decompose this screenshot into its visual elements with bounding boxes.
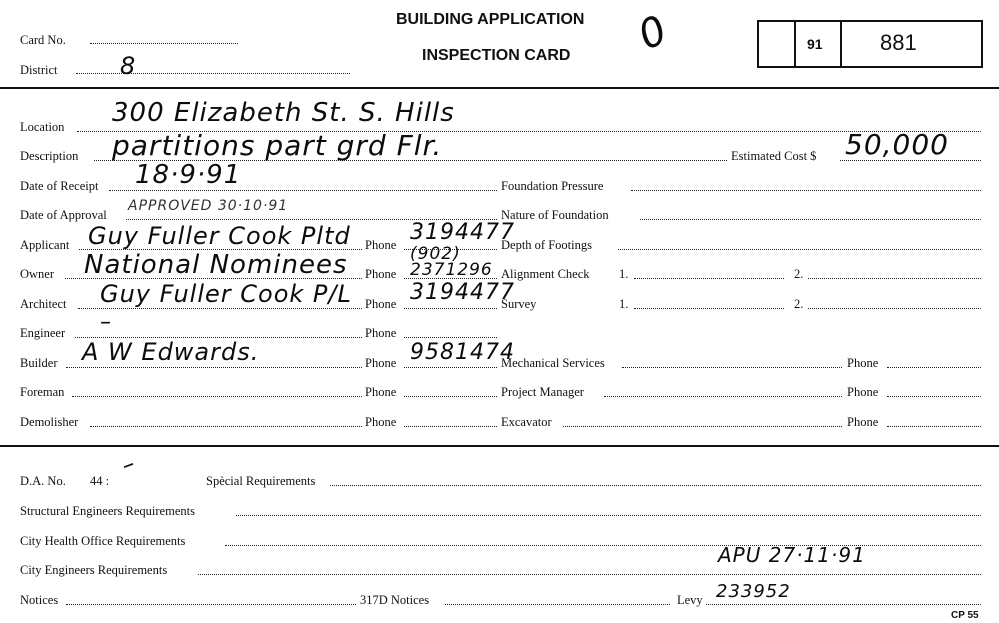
notices-label: Notices [20,593,59,607]
district-label: District [20,63,58,77]
city-engineers-requirements-value: APU 27·11·91 [718,543,866,567]
circled-stamp-mark: 0 [631,6,675,60]
card-no-label: Card No. [20,33,66,47]
survey-field-2 [808,308,981,309]
foundation-pressure-label: Foundation Pressure [501,179,604,193]
da-no-label: D.A. No. [20,474,66,488]
owner-value: National Nominees [84,250,348,280]
architect-phone-value: 3194477 [410,280,515,305]
description-value: partitions part grd Flr. [112,129,443,162]
estimated-cost-label: Estimated Cost $ [731,149,817,163]
header-divider [0,87,999,89]
project-manager-label: Project Manager [501,385,584,399]
owner-phone-label: Phone [365,267,397,281]
date-of-approval-value: APPROVED 30·10·91 [128,198,289,214]
date-of-receipt-value: 18·9·91 [135,160,242,190]
health-requirements-field [225,545,981,546]
builder-field [66,367,362,368]
mechanical-services-phone-label: Phone [847,356,879,370]
notices-field [66,604,356,605]
builder-label: Builder [20,356,58,370]
date-of-receipt-field [109,190,497,191]
structural-requirements-field [236,515,981,516]
project-manager-phone-field [887,396,981,397]
nature-of-foundation-label: Nature of Foundation [501,208,609,222]
form-code: CP 55 [951,610,979,621]
structural-requirements-label: Structural Engineers Requirements [20,504,195,518]
engineer-label: Engineer [20,326,66,340]
survey-label: Survey [501,297,537,311]
engineer-value: – [100,310,112,335]
mechanical-services-phone-field [887,367,981,368]
applicant-value: Guy Fuller Cook Pltd [88,222,351,250]
alignment-check-item-1: 1. [619,267,629,281]
excavator-field [563,426,842,427]
date-of-receipt-label: Date of Receipt [20,179,99,193]
foundation-pressure-field [631,190,981,191]
card-number-prefix: 91 [807,36,823,52]
builder-phone-value: 9581474 [410,340,515,365]
architect-phone-field [404,308,497,309]
da-no-mark: – [117,448,140,480]
health-requirements-label: City Health Office Requirements [20,534,186,548]
alignment-check-field-2 [808,278,981,279]
survey-item-1: 1. [619,297,629,311]
notices-317d-label: 317D Notices [360,593,430,607]
da-no-value: 44 : [90,474,110,488]
foreman-phone-label: Phone [365,385,397,399]
form-title-line2: INSPECTION CARD [422,47,571,64]
mechanical-services-label: Mechanical Services [501,356,605,370]
demolisher-label: Demolisher [20,415,79,429]
nature-of-foundation-field [640,219,981,220]
date-of-approval-label: Date of Approval [20,208,107,222]
mechanical-services-field [622,367,842,368]
excavator-label: Excavator [501,415,552,429]
location-value: 300 Elizabeth St. S. Hills [112,98,455,128]
foreman-phone-field [404,396,497,397]
city-engineers-requirements-label: City Engineers Requirements [20,563,168,577]
alignment-check-label: Alignment Check [501,267,590,281]
architect-field [78,308,362,309]
special-requirements-label: Spècial Requirements [206,474,316,488]
demolisher-field [90,426,362,427]
survey-field-1 [634,308,784,309]
demolisher-phone-label: Phone [365,415,397,429]
builder-phone-field [404,367,497,368]
owner-label: Owner [20,267,55,281]
builder-value: A W Edwards. [82,338,260,366]
foreman-field [72,396,362,397]
notices-317d-field [445,604,670,605]
depth-of-footings-label: Depth of Footings [501,238,592,252]
district-field [76,73,350,74]
builder-phone-label: Phone [365,356,397,370]
levy-value: 233952 [716,581,791,602]
alignment-check-field-1 [634,278,784,279]
applicant-label: Applicant [20,238,70,252]
description-label: Description [20,149,79,163]
depth-of-footings-field [618,249,981,250]
owner-phone-value: (902) 2371296 [410,244,493,280]
engineer-phone-label: Phone [365,326,397,340]
architect-phone-label: Phone [365,297,397,311]
location-label: Location [20,120,65,134]
district-value: 8 [120,52,137,80]
card-number: 881 [880,30,917,55]
foreman-label: Foreman [20,385,65,399]
requirements-divider [0,445,999,447]
levy-field [706,604,981,605]
estimated-cost-value: 50,000 [845,128,949,161]
excavator-phone-label: Phone [847,415,879,429]
applicant-phone-value: 3194477 [410,220,515,245]
architect-label: Architect [20,297,67,311]
architect-value: Guy Fuller Cook P/L [100,280,352,308]
alignment-check-item-2: 2. [794,267,804,281]
card-number-box [757,20,983,68]
project-manager-phone-label: Phone [847,385,879,399]
excavator-phone-field [887,426,981,427]
special-requirements-field [330,485,981,486]
levy-label: Levy [677,593,703,607]
form-title-line1: BUILDING APPLICATION [396,11,585,28]
engineer-phone-field [404,337,497,338]
survey-item-2: 2. [794,297,804,311]
demolisher-phone-field [404,426,497,427]
card-number-divider-1 [794,20,796,66]
card-no-field [90,43,238,44]
city-engineers-requirements-field [198,574,981,575]
project-manager-field [604,396,842,397]
applicant-phone-label: Phone [365,238,397,252]
card-number-divider-2 [840,20,842,66]
